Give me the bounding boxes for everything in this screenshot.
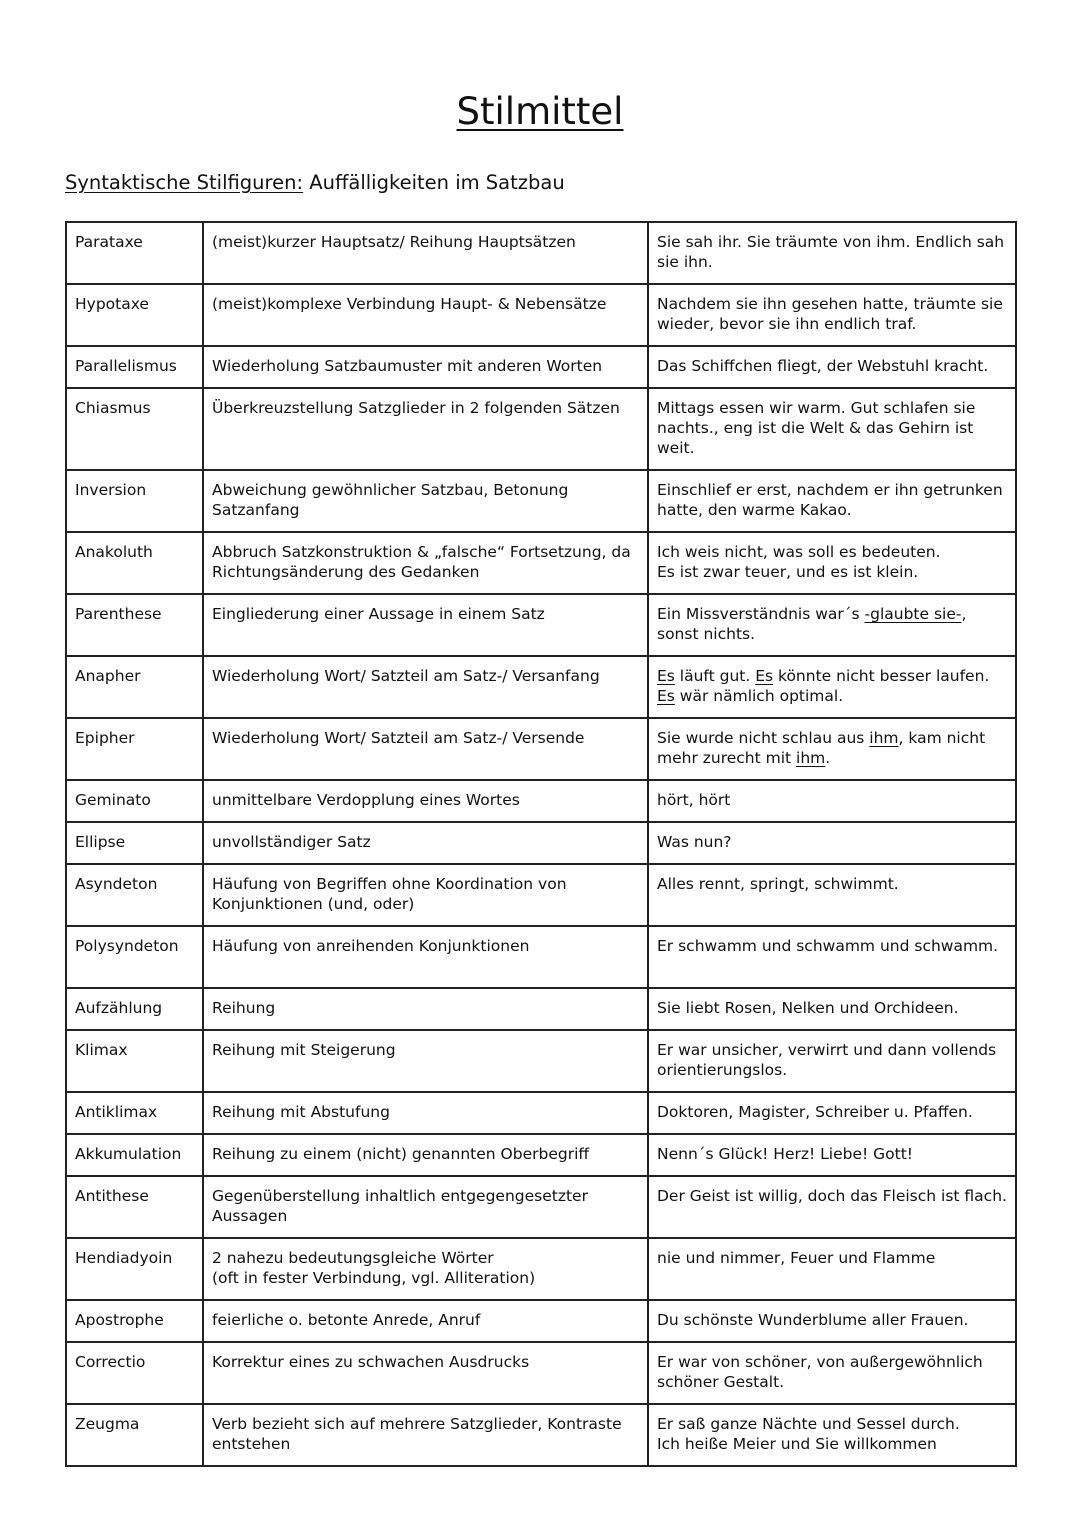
example-text: wär nämlich optimal. xyxy=(674,687,844,705)
example-cell: Einschlief er erst, nachdem er ihn getrunken hatte, den warme Kakao. xyxy=(648,470,1016,532)
example-cell: Doktoren, Magister, Schreiber u. Pfaffen. xyxy=(648,1092,1016,1134)
table-row xyxy=(66,222,1016,284)
stilmittel-table xyxy=(65,221,1017,1467)
example-cell xyxy=(648,532,1016,594)
example-cell: Er schwamm und schwamm und schwamm. xyxy=(648,926,1016,988)
example-cell: Er war unsicher, verwirrt und dann vollends orientierungslos. xyxy=(648,1030,1016,1092)
example-cell xyxy=(648,656,1016,718)
page-title: Stilmittel xyxy=(456,90,624,133)
table-row xyxy=(66,780,1016,822)
table-row xyxy=(66,1176,1016,1238)
repeated-word: Es xyxy=(755,667,774,685)
table-row xyxy=(66,926,1016,988)
definition-cell: Reihung xyxy=(203,988,648,1030)
definition-cell: Häufung von anreihenden Konjunktionen xyxy=(203,926,648,988)
table-row xyxy=(66,388,1016,470)
example-cell: Der Geist ist willig, doch das Fleisch ist flach. xyxy=(648,1176,1016,1238)
definition-cell: unmittelbare Verdopplung eines Wortes xyxy=(203,780,648,822)
definition-cell: Überkreuzstellung Satzglieder in 2 folgenden Sätzen xyxy=(203,388,648,470)
example-cell: Was nun? xyxy=(648,822,1016,864)
example-text: , kam nicht mehr zurecht mit xyxy=(657,729,986,767)
term-cell: Parallelismus xyxy=(66,346,203,388)
table-row xyxy=(66,1238,1016,1300)
repeated-word: Es xyxy=(657,687,675,705)
definition-cell: Wiederholung Wort/ Satzteil am Satz-/ Versanfang xyxy=(203,656,648,718)
term-cell: Aufzählung xyxy=(66,988,203,1030)
term-cell: Geminato xyxy=(66,780,203,822)
underlined-insertion: -glaubte sie- xyxy=(864,605,962,623)
example-text: Ein Missverständnis war´s xyxy=(657,605,865,623)
example-cell: Du schönste Wunderblume aller Frauen. xyxy=(648,1300,1016,1342)
term-cell: Apostrophe xyxy=(66,1300,203,1342)
term-cell: Anakoluth xyxy=(66,532,203,594)
term-cell: Correctio xyxy=(66,1342,203,1404)
definition-cell: Korrektur eines zu schwachen Ausdrucks xyxy=(203,1342,648,1404)
example-cell: Nenn´s Glück! Herz! Liebe! Gott! xyxy=(648,1134,1016,1176)
repeated-word: ihm xyxy=(869,729,899,747)
table-row xyxy=(66,1134,1016,1176)
definition-cell: Gegenüberstellung inhaltlich entgegengesetzter Aussagen xyxy=(203,1176,648,1238)
term-cell: Akkumulation xyxy=(66,1134,203,1176)
repeated-word: ihm xyxy=(796,749,826,767)
table-row xyxy=(66,822,1016,864)
example-cell: Sie sah ihr. Sie träumte von ihm. Endlich sah sie ihn. xyxy=(648,222,1016,284)
table-row xyxy=(66,346,1016,388)
example-line: Er saß ganze Nächte und Sessel durch. xyxy=(657,1415,960,1433)
definition-cell: Häufung von Begriffen ohne Koordination von Konjunktionen (und, oder) xyxy=(203,864,648,926)
definition-cell: Reihung mit Abstufung xyxy=(203,1092,648,1134)
term-cell: Chiasmus xyxy=(66,388,203,470)
example-cell: hört, hört xyxy=(648,780,1016,822)
example-cell: Das Schiffchen fliegt, der Webstuhl kracht. xyxy=(648,346,1016,388)
definition-line: 2 nahezu bedeutungsgleiche Wörter xyxy=(212,1249,494,1267)
example-text: . xyxy=(825,749,831,767)
definition-line: (oft in fester Verbindung, vgl. Alliteration) xyxy=(212,1269,536,1287)
definition-cell: Reihung zu einem (nicht) genannten Oberbegriff xyxy=(203,1134,648,1176)
section-heading xyxy=(65,171,565,194)
table-row xyxy=(66,594,1016,656)
table-row xyxy=(66,1092,1016,1134)
term-cell: Hypotaxe xyxy=(66,284,203,346)
table-row xyxy=(66,864,1016,926)
example-cell: Mittags essen wir warm. Gut schlafen sie nachts., eng ist die Welt & das Gehirn ist weit. xyxy=(648,388,1016,470)
table-row xyxy=(66,284,1016,346)
definition-cell xyxy=(203,1238,648,1300)
section-heading-description: Auffälligkeiten im Satzbau xyxy=(309,171,565,194)
table-row xyxy=(66,718,1016,780)
term-cell: Inversion xyxy=(66,470,203,532)
term-cell: Parenthese xyxy=(66,594,203,656)
definition-cell: unvollständiger Satz xyxy=(203,822,648,864)
definition-cell: Eingliederung einer Aussage in einem Satz xyxy=(203,594,648,656)
example-cell: Nachdem sie ihn gesehen hatte, träumte sie wieder, bevor sie ihn endlich traf. xyxy=(648,284,1016,346)
example-cell: Er war von schöner, von außergewöhnlich schöner Gestalt. xyxy=(648,1342,1016,1404)
term-cell: Asyndeton xyxy=(66,864,203,926)
term-cell: Klimax xyxy=(66,1030,203,1092)
example-line: Ich heiße Meier und Sie willkommen xyxy=(657,1435,937,1453)
term-cell: Antiklimax xyxy=(66,1092,203,1134)
term-cell: Hendiadyoin xyxy=(66,1238,203,1300)
term-cell: Parataxe xyxy=(66,222,203,284)
definition-cell: Abbruch Satzkonstruktion & „falsche“ Fortsetzung, da Richtungsänderung des Gedanken xyxy=(203,532,648,594)
example-text: könnte nicht besser laufen. xyxy=(773,667,990,685)
table-row xyxy=(66,1030,1016,1092)
table-row xyxy=(66,1342,1016,1404)
example-line: Ich weis nicht, was soll es bedeuten. xyxy=(657,543,941,561)
definition-cell: Verb bezieht sich auf mehrere Satzglieder, Kontraste entstehen xyxy=(203,1404,648,1466)
example-cell: Alles rennt, springt, schwimmt. xyxy=(648,864,1016,926)
table-row xyxy=(66,1404,1016,1466)
table-row xyxy=(66,656,1016,718)
table-row xyxy=(66,1300,1016,1342)
table-row xyxy=(66,470,1016,532)
definition-cell: (meist)komplexe Verbindung Haupt- & Nebensätze xyxy=(203,284,648,346)
section-heading-label: Syntaktische Stilfiguren: xyxy=(65,171,304,194)
example-cell: nie und nimmer, Feuer und Flamme xyxy=(648,1238,1016,1300)
definition-cell: Wiederholung Wort/ Satzteil am Satz-/ Versende xyxy=(203,718,648,780)
table-row xyxy=(66,532,1016,594)
example-text: läuft gut. xyxy=(674,667,756,685)
example-cell xyxy=(648,1404,1016,1466)
definition-cell: feierliche o. betonte Anrede, Anruf xyxy=(203,1300,648,1342)
example-line: Es ist zwar teuer, und es ist klein. xyxy=(657,563,919,581)
definition-cell: Reihung mit Steigerung xyxy=(203,1030,648,1092)
example-cell xyxy=(648,718,1016,780)
term-cell: Ellipse xyxy=(66,822,203,864)
example-text: , sonst nichts. xyxy=(657,605,967,643)
term-cell: Anapher xyxy=(66,656,203,718)
term-cell: Epipher xyxy=(66,718,203,780)
definition-cell: Wiederholung Satzbaumuster mit anderen Worten xyxy=(203,346,648,388)
example-text: Sie wurde nicht schlau aus xyxy=(657,729,870,747)
term-cell: Polysyndeton xyxy=(66,926,203,988)
example-cell: Sie liebt Rosen, Nelken und Orchideen. xyxy=(648,988,1016,1030)
definition-cell: Abweichung gewöhnlicher Satzbau, Betonung Satzanfang xyxy=(203,470,648,532)
table-row xyxy=(66,988,1016,1030)
term-cell: Antithese xyxy=(66,1176,203,1238)
term-cell: Zeugma xyxy=(66,1404,203,1466)
example-cell xyxy=(648,594,1016,656)
definition-cell: (meist)kurzer Hauptsatz/ Reihung Hauptsätzen xyxy=(203,222,648,284)
repeated-word: Es xyxy=(657,667,675,685)
